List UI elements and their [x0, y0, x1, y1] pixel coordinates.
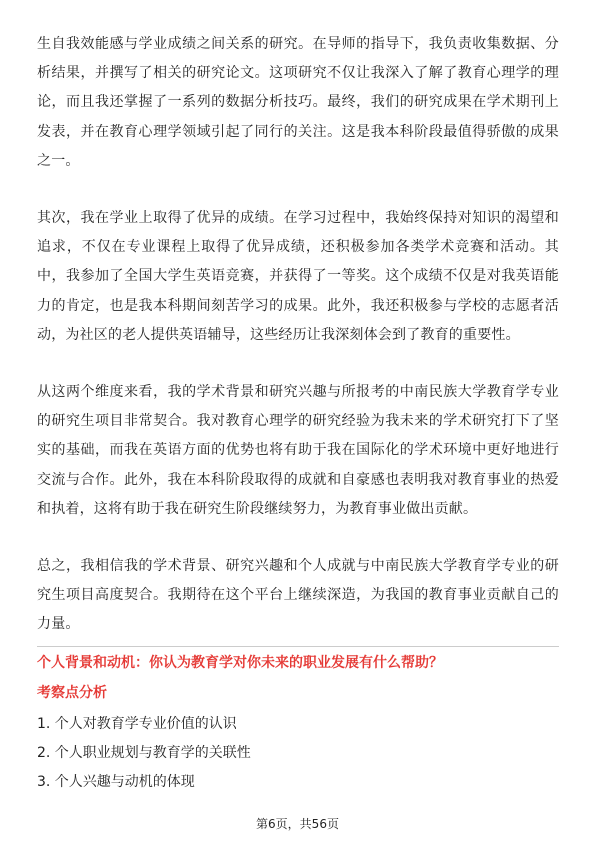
body-paragraph: 其次，我在学业上取得了优异的成绩。在学习过程中，我始终保持对知识的渴望和追求，不仅在专业课程上取得了优异成绩，还积极参加各类学术竞赛和活动。其中，我参加了全国大学生英语竞赛，并获得了一等奖。这个成绩不仅是对我英语能力的肯定，也是我本科期间刻苦学习的成果。此外，我还积极参与学校的志愿者活动，为社区的老人提供英语辅导，这些经历让我深刻体会到了教育的重要性。	[37, 210, 559, 343]
list-item: 3. 个人兴趣与动机的体现	[37, 774, 195, 790]
list-item: 2. 个人职业规划与教育学的关联性	[37, 745, 251, 761]
list-item: 1. 个人对教育学专业价值的认识	[37, 716, 237, 732]
section-divider	[37, 646, 559, 647]
body-paragraph: 从这两个维度来看，我的学术背景和研究兴趣与所报考的中南民族大学教育学专业的研究生项目非常契合。我对教育心理学的研究经验为我未来的学术研究打下了坚实的基础，而我在英语方面的优势也将有助于我在国际化的学术环境中更好地进行交流与合作。此外，我在本科阶段取得的成就和自豪感也表明我对教育事业的热爱和执着，这将有助于我在研究生阶段继续努力，为教育事业做出贡献。	[37, 384, 559, 517]
answer-body	[37, 30, 559, 640]
page-indicator: 第6页，共56页	[256, 817, 339, 831]
question-title: 个人背景和动机：你认为教育学对你未来的职业发展有什么帮助？	[37, 655, 443, 671]
analysis-heading: 考察点分析	[37, 685, 107, 701]
body-paragraph: 生自我效能感与学业成绩之间关系的研究。在导师的指导下，我负责收集数据、分析结果，并撰写了相关的研究论文。这项研究不仅让我深入了解了教育心理学的理论，而且我还掌握了一系列的数据分析技巧。最终，我们的研究成果在学术期刊上发表，并在教育心理学领域引起了同行的关注。这是我本科阶段最值得骄傲的成果之一。	[37, 36, 559, 169]
analysis-points-list	[37, 710, 251, 797]
body-paragraph: 总之，我相信我的学术背景、研究兴趣和个人成就与中南民族大学教育学专业的研究生项目高度契合。我期待在这个平台上继续深造，为我国的教育事业贡献自己的力量。	[37, 558, 559, 633]
